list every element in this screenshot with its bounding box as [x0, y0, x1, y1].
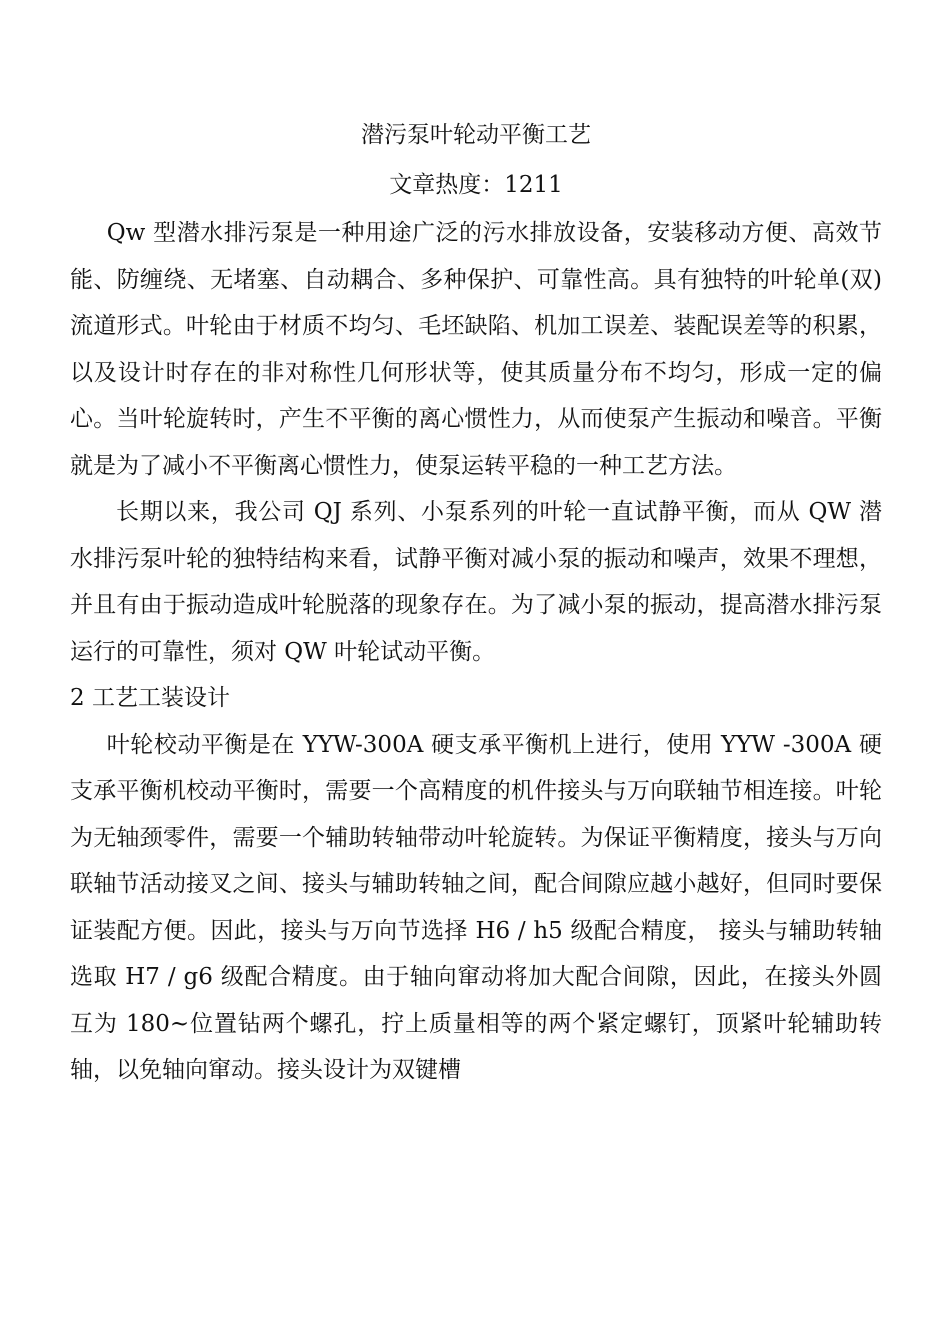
section-heading: 2 工艺工装设计: [70, 685, 230, 711]
paragraph-background: 长期以来，我公司 QJ 系列、小泵系列的叶轮一直试静平衡，而从 QW 潜水排污泵叶轮的独特结构来看，试静平衡对减小泵的振动和噪声，效果不理想，并且有由于振动造成叶轮脱落的现象存在。为了减小泵的振动，提高潜水排污泵运行的可靠性，须对 QW 叶轮试动平衡。: [70, 499, 882, 665]
article-heat: 文章热度：1211: [389, 172, 563, 198]
paragraph-intro: Qw 型潜水排污泵是一种用途广泛的污水排放设备，安装移动方便、高效节能、防缠绕、无堵塞、自动耦合、多种保护、可靠性高。具有独特的叶轮单(双)流道形式。叶轮由于材质不均匀、毛坯缺陷、机加工误差、装配误差等的积累，以及设计时存在的非对称性几何形状等，使其质量分布不均匀，形成一定的偏心。当叶轮旋转时，产生不平衡的离心惯性力，从而使泵产生振动和噪音。平衡就是为了减小不平衡离心惯性力，使泵运转平稳的一种工艺方法。: [70, 220, 882, 479]
document-title: 潜污泵叶轮动平衡工艺: [361, 122, 591, 148]
document-page: [70, 110, 882, 1094]
paragraph-design: 叶轮校动平衡是在 YYW-300A 硬支承平衡机上进行，使用 YYW -300A 硬支承平衡机校动平衡时，需要一个高精度的机件接头与万向联轴节相连接。叶轮为无轴颈零件，需要一个辅助转轴带动叶轮旋转。为保证平衡精度，接头与万向联轴节活动接叉之间、接头与辅助转轴之间，配合间隙应越小越好，但同时要保证装配方便。因此，接头与万向节选择 H6 / h5 级配合精度， 接头与辅助转轴选取 H7 / g6 级配合精度。由于轴向窜动将加大配合间隙，因此，在接头外圆互为 180~位置钻两个螺孔，拧上质量相等的两个紧定螺钉，顶紧叶轮辅助转轴，以免轴向窜动。接头设计为双键槽: [70, 731, 882, 1083]
